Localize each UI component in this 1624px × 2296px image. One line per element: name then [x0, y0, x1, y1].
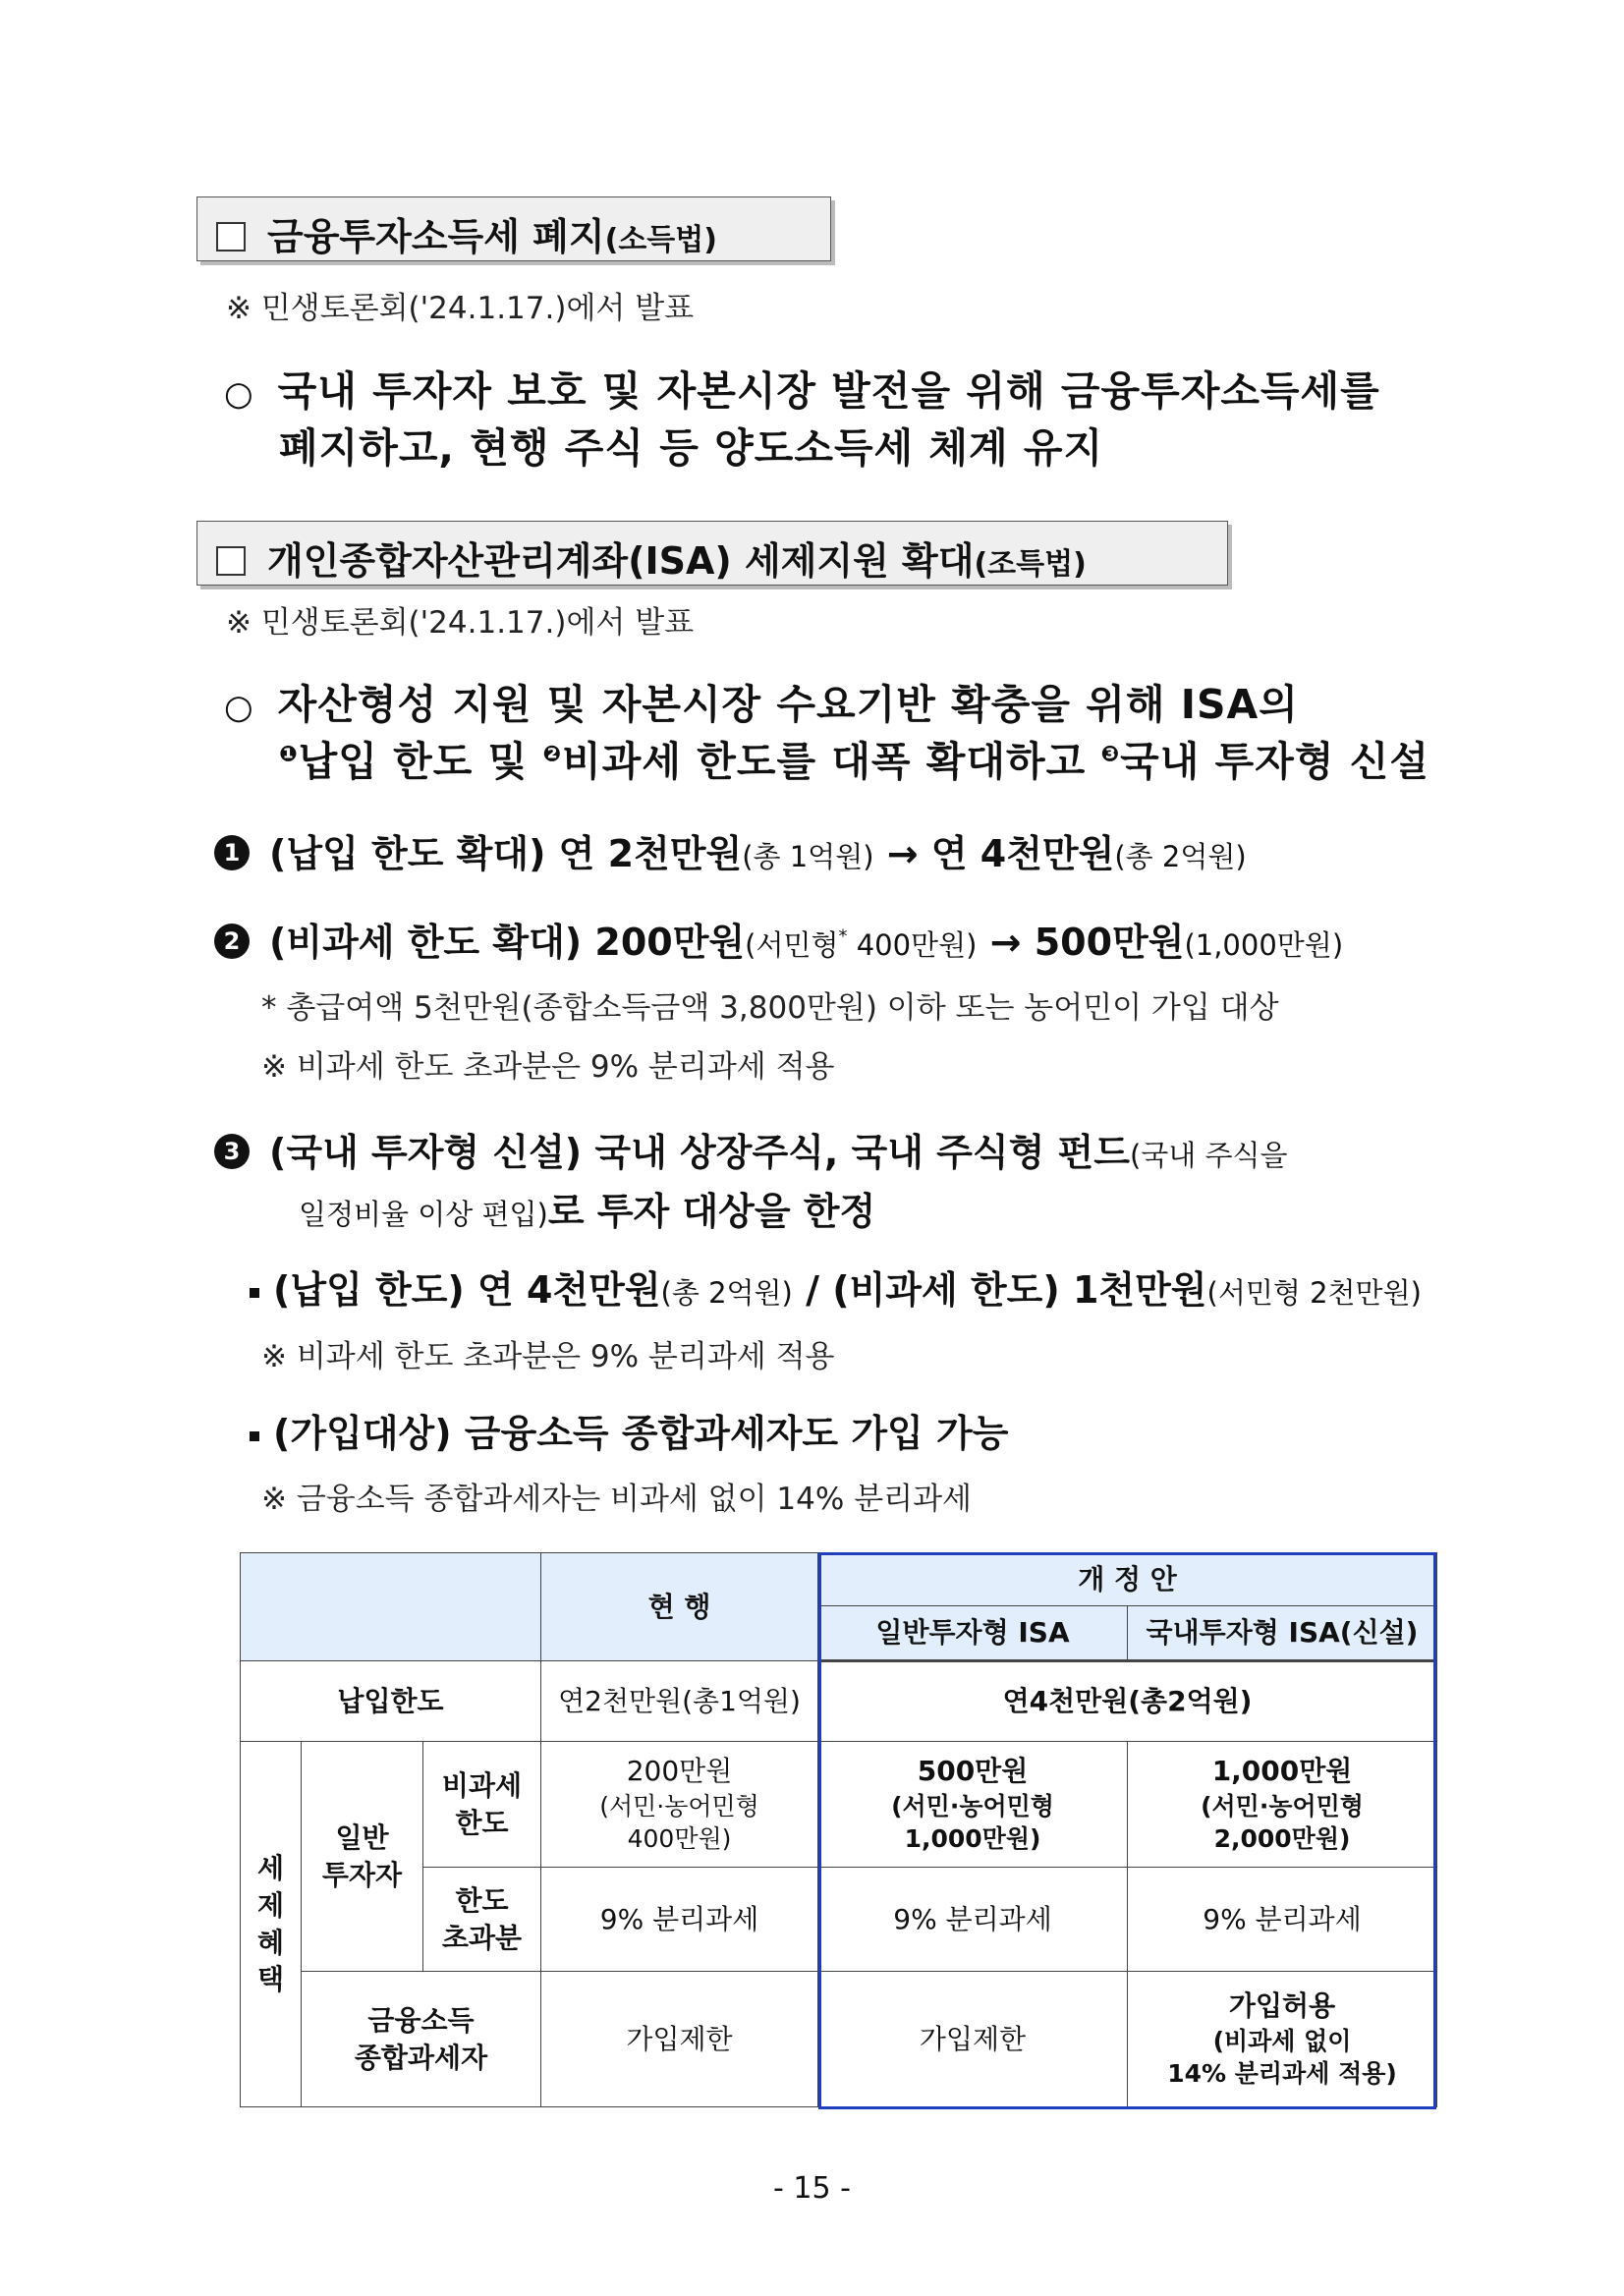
section-1-title: 금융투자소득세 폐지(소득법) [216, 206, 717, 260]
page-number: - 15 - [773, 2171, 851, 2206]
cell-eligibility-current: 가입제한 [541, 1972, 818, 2107]
section-2-title: 개인종합자산관리계좌(ISA) 세제지원 확대(조특법) [216, 531, 1087, 585]
row-label-financial-income-taxpayer: 금융소득 종합과세자 [302, 1972, 541, 2107]
checkbox-icon [216, 546, 246, 576]
item-3-line2: 일정비율 이상 편입)로 투자 대상을 한정 [299, 1190, 876, 1233]
cell-contribution-revised: 연4천만원(총2억원) [818, 1661, 1437, 1742]
sub-item-eligibility-note: ※ 금융소득 종합과세자는 비과세 없이 14% 분리과세 [261, 1482, 972, 1517]
item-3: 3 (국내 투자형 신설) 국내 상장주식, 국내 주식형 펀드(국내 주식을 [214, 1122, 1288, 1176]
cell-taxfree-general: 500만원 (서민·농어민형 1,000만원) [818, 1742, 1128, 1868]
header-revised: 개 정 안 [818, 1553, 1437, 1606]
header-domestic-isa: 국내투자형 ISA(신설) [1128, 1606, 1437, 1661]
cell-eligibility-domestic: 가입허용 (비과세 없이 14% 분리과세 적용) [1128, 1972, 1437, 2107]
circle-bullet-icon: ○ [224, 688, 254, 727]
cell-taxfree-current: 200만원 (서민·농어민형 400만원) [541, 1742, 818, 1868]
item-2: 2 (비과세 한도 확대) 200만원(서민형* 400만원) → 500만원(1,000만원) [214, 912, 1343, 966]
sub-item-limits: (납입 한도) 연 4천만원(총 2억원) / (비과세 한도) 1천만원(서민형 2천만원) [250, 1260, 1422, 1314]
checkbox-icon [216, 222, 246, 252]
sub-item-eligibility: (가입대상) 금융소득 종합과세자도 가입 가능 [250, 1403, 1008, 1457]
isa-comparison-table [240, 1552, 1437, 2107]
section-2-bullet-line2: $^❶$납입 한도 및 $^❷$비과세 한도를 대폭 확대하고 $^❸$국내 투자형 신설 [279, 738, 1429, 785]
row-label-general-investor: 일반 투자자 [302, 1742, 423, 1972]
cell-excess-current: 9% 분리과세 [541, 1868, 818, 1972]
number-3-icon: 3 [214, 1134, 250, 1169]
row-label-tax-benefit: 세 제 혜 택 [241, 1742, 302, 2107]
cell-excess-domestic: 9% 분리과세 [1128, 1868, 1437, 1972]
item-2-note: ※ 비과세 한도 초과분은 9% 분리과세 적용 [261, 1049, 835, 1085]
header-current: 현 행 [541, 1553, 818, 1661]
square-bullet-icon [250, 1431, 259, 1441]
number-1-icon: 1 [214, 835, 250, 870]
header-general-isa: 일반투자형 ISA [818, 1606, 1128, 1661]
row-label-tax-free-limit: 비과세 한도 [423, 1742, 541, 1868]
section-1-bullet: ○ 국내 투자자 보호 및 자본시장 발전을 위해 금융투자소득세를 [224, 367, 1380, 415]
table-corner [241, 1553, 541, 1661]
cell-excess-general: 9% 분리과세 [818, 1868, 1128, 1972]
number-2-icon: 2 [214, 924, 250, 959]
row-label-contribution-limit: 납입한도 [241, 1661, 541, 1742]
cell-eligibility-general: 가입제한 [818, 1972, 1128, 2107]
item-2-footnote: * 총급여액 5천만원(종합소득금액 3,800만원) 이하 또는 농어민이 가입 대상 [261, 990, 1279, 1026]
square-bullet-icon [250, 1288, 259, 1298]
item-1: 1 (납입 한도 확대) 연 2천만원(총 1억원) → 연 4천만원(총 2억원) [214, 823, 1247, 877]
section-1-bullet-line2: 폐지하고, 현행 주식 등 양도소득세 체계 유지 [279, 424, 1104, 472]
section-2-note: ※ 민생토론회('24.1.17.)에서 발표 [226, 605, 695, 641]
cell-taxfree-domestic: 1,000만원 (서민·농어민형 2,000만원) [1128, 1742, 1437, 1868]
row-label-excess: 한도 초과분 [423, 1868, 541, 1972]
cell-contribution-current: 연2천만원(총1억원) [541, 1661, 818, 1742]
sub-item-limits-note: ※ 비과세 한도 초과분은 9% 분리과세 적용 [261, 1339, 835, 1374]
section-1-note: ※ 민생토론회('24.1.17.)에서 발표 [226, 291, 695, 326]
circle-bullet-icon: ○ [224, 374, 254, 414]
section-2-bullet: ○ 자산형성 지원 및 자본시장 수요기반 확충을 위해 ISA의 [224, 681, 1299, 728]
